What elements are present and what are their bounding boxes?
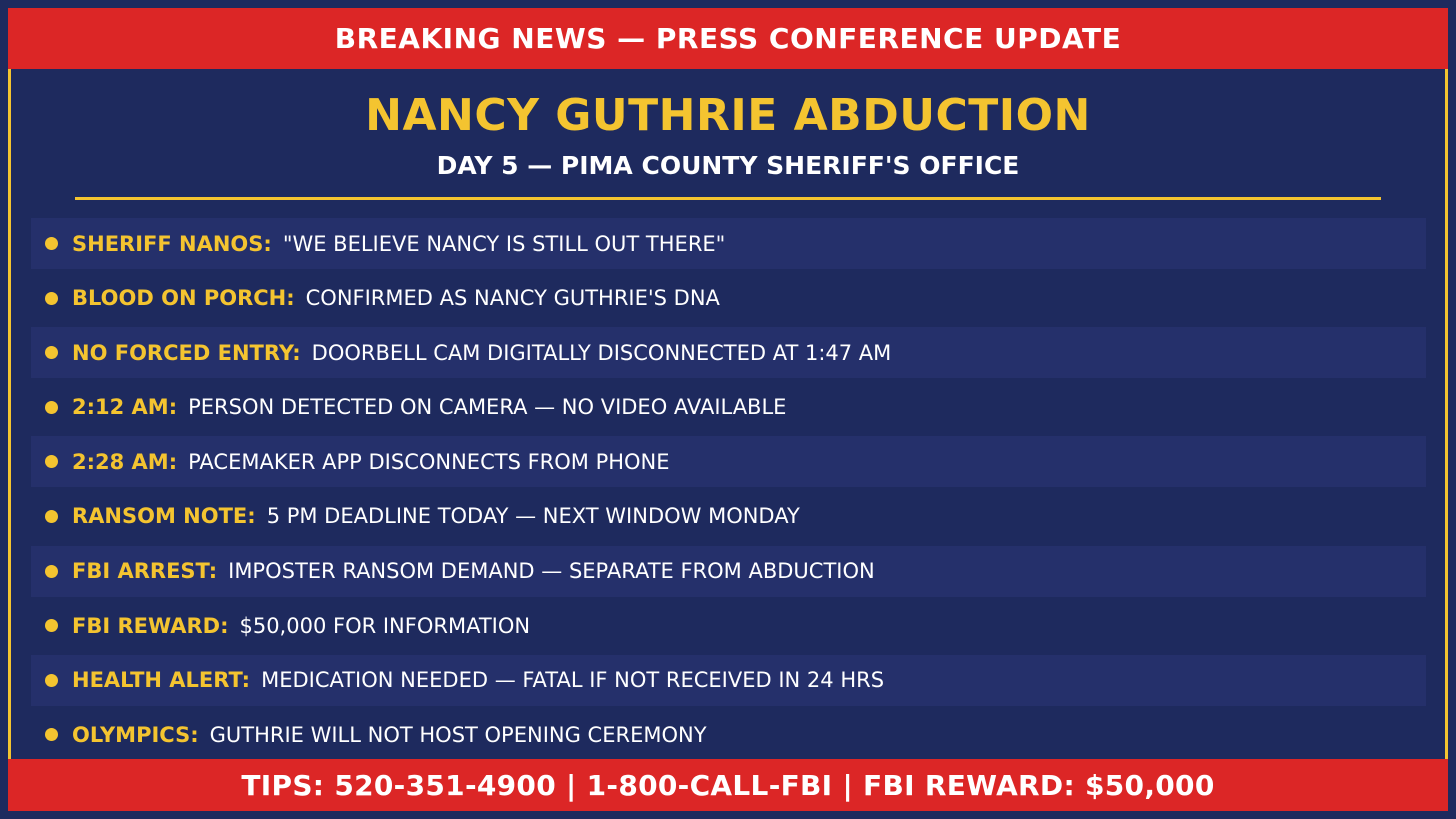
title-divider (75, 197, 1381, 200)
list-item (31, 436, 1426, 487)
bullet-icon (45, 674, 58, 687)
item-label: NO FORCED ENTRY: (72, 340, 301, 365)
list-item (31, 709, 1426, 760)
headline-title: NANCY GUTHRIE ABDUCTION (365, 90, 1091, 141)
bullet-icon (45, 455, 58, 468)
item-label: SHERIFF NANOS: (72, 231, 272, 256)
list-item (31, 491, 1426, 542)
item-text: DOORBELL CAM DIGITALLY DISCONNECTED AT 1:47 AM (311, 340, 892, 365)
item-text: IMPOSTER RANSOM DEMAND — SEPARATE FROM ABDUCTION (228, 559, 875, 584)
item-text: PERSON DETECTED ON CAMERA — NO VIDEO AVAILABLE (188, 395, 787, 420)
item-text: "WE BELIEVE NANCY IS STILL OUT THERE" (282, 231, 726, 256)
item-text: MEDICATION NEEDED — FATAL IF NOT RECEIVED IN 24 HRS (261, 668, 885, 693)
item-label: RANSOM NOTE: (72, 504, 256, 529)
headline-subtitle: DAY 5 — PIMA COUNTY SHERIFF'S OFFICE (436, 151, 1020, 180)
item-label: HEALTH ALERT: (72, 668, 251, 693)
item-label: BLOOD ON PORCH: (72, 286, 295, 311)
bullet-icon (45, 728, 58, 741)
item-text: CONFIRMED AS NANCY GUTHRIE'S DNA (305, 286, 720, 311)
item-label: 2:12 AM: (72, 395, 178, 420)
breaking-news-banner (8, 8, 1448, 69)
list-item (31, 273, 1426, 324)
list-item (31, 327, 1426, 378)
bullet-icon (45, 565, 58, 578)
update-list (31, 218, 1426, 764)
bullet-icon (45, 619, 58, 632)
bullet-icon (45, 510, 58, 523)
tips-banner (8, 759, 1448, 811)
breaking-news-text: BREAKING NEWS — PRESS CONFERENCE UPDATE (334, 22, 1122, 55)
list-item (31, 218, 1426, 269)
bullet-icon (45, 401, 58, 414)
bullet-icon (45, 237, 58, 250)
bullet-icon (45, 292, 58, 305)
item-label: FBI ARREST: (72, 559, 218, 584)
item-text: 5 PM DEADLINE TODAY — NEXT WINDOW MONDAY (266, 504, 800, 529)
item-text: PACEMAKER APP DISCONNECTS FROM PHONE (188, 449, 670, 474)
item-label: FBI REWARD: (72, 613, 229, 638)
tips-text: TIPS: 520-351-4900 | 1-800-CALL-FBI | FBI REWARD: $50,000 (241, 768, 1215, 802)
item-label: OLYMPICS: (72, 722, 199, 747)
list-item (31, 546, 1426, 597)
list-item (31, 655, 1426, 706)
list-item (31, 382, 1426, 433)
bullet-icon (45, 346, 58, 359)
item-label: 2:28 AM: (72, 449, 178, 474)
item-text: GUTHRIE WILL NOT HOST OPENING CEREMONY (209, 722, 707, 747)
list-item (31, 600, 1426, 651)
item-text: $50,000 FOR INFORMATION (239, 613, 531, 638)
